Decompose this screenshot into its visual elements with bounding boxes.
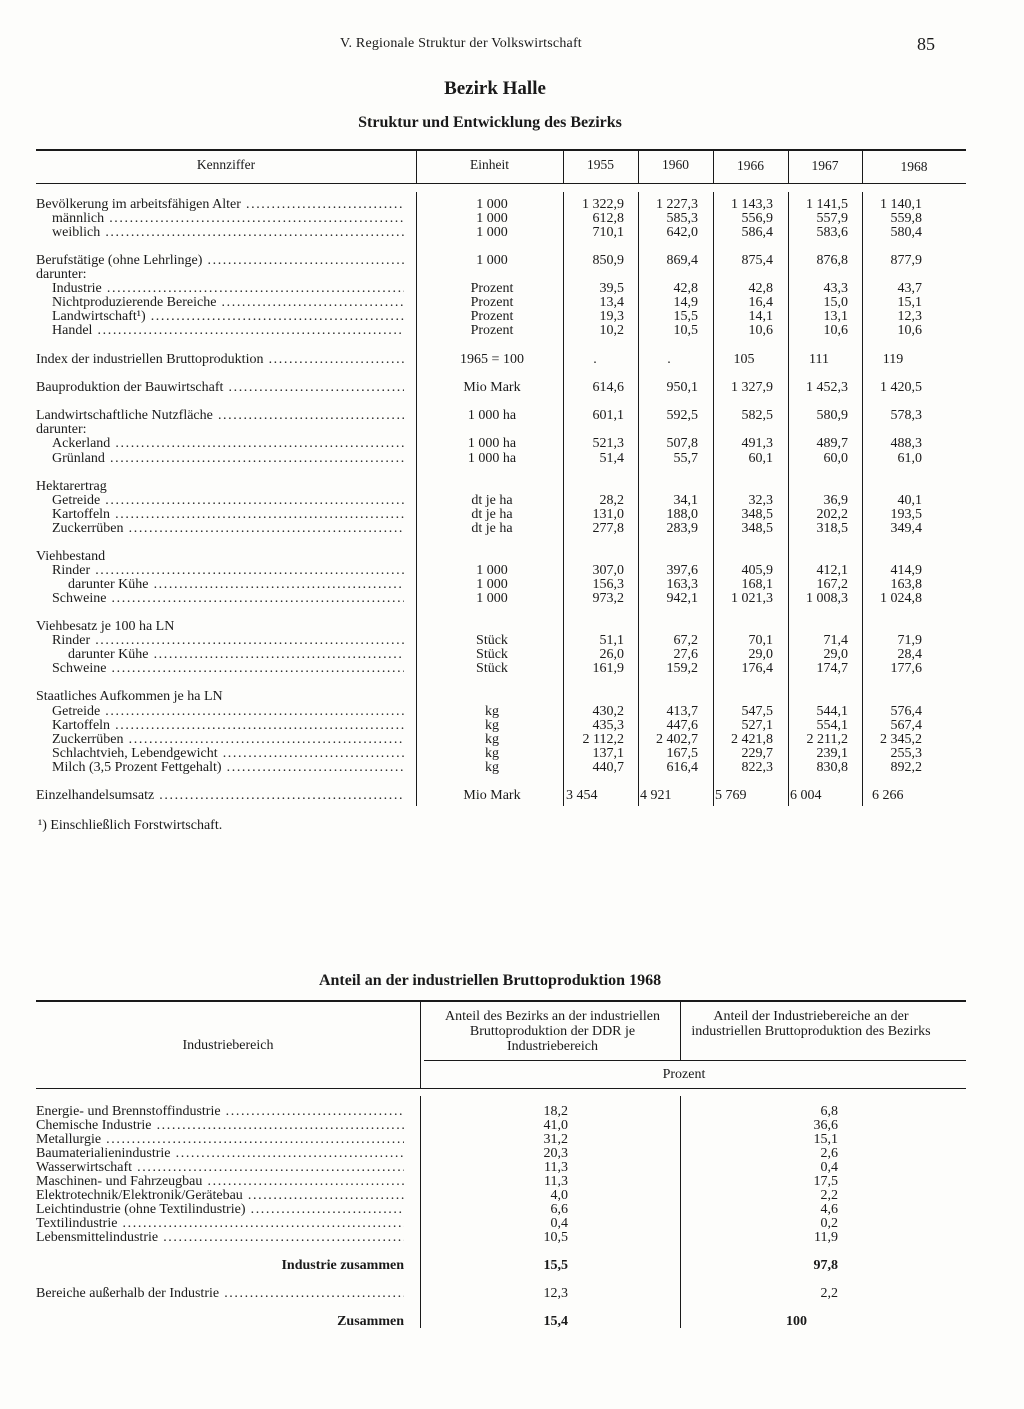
value-1966: 822,3 (741, 760, 773, 775)
column-divider (563, 192, 564, 806)
value-1966: 32,3 (748, 493, 773, 508)
value-1955: . (593, 352, 597, 367)
value-1967: 2 211,2 (806, 732, 848, 747)
value-share-bezirk: 0,2 (820, 1216, 838, 1231)
value-1960: 507,8 (666, 436, 698, 451)
value-1967: 557,9 (816, 211, 848, 226)
value-1966: 176,4 (741, 661, 773, 676)
value-share-ddr: 11,3 (544, 1174, 568, 1189)
value-1968: 6 266 (872, 788, 904, 803)
value-1967: 10,6 (823, 323, 848, 338)
value-1960: 55,7 (673, 451, 698, 466)
value-1955: 521,3 (592, 436, 624, 451)
value-1968: 1 024,8 (880, 591, 922, 606)
footnote: ¹) Einschließlich Forstwirtschaft. (38, 818, 223, 833)
row-unit: dt je ha (471, 521, 513, 536)
value-1960: 188,0 (666, 507, 698, 522)
value-share-bezirk: 17,5 (813, 1174, 838, 1189)
value-1966: 16,4 (748, 295, 773, 310)
row-label: Einzelhandelsumsatz ..... (36, 789, 404, 803)
value-1960: 34,1 (673, 493, 698, 508)
value-1968: 2 345,2 (880, 732, 922, 747)
value-1960: 27,6 (673, 647, 698, 662)
row-unit: Prozent (470, 295, 514, 310)
row-label: Zuckerrüben ..... (52, 733, 404, 747)
row-label: darunter: (36, 423, 87, 437)
row-label: Index der industriellen Bruttoproduktion ..... (36, 353, 404, 367)
row-unit: kg (485, 718, 499, 733)
row-unit: Stück (476, 633, 508, 648)
column-divider (638, 192, 639, 806)
header-anteil-industriebereiche: Anteil der Industriebereiche an der industriellen Bruttoproduktion des Bezirks (691, 1009, 931, 1039)
value-1955: 131,0 (592, 507, 624, 522)
row-label: Bauproduktion der Bauwirtschaft ..... (36, 381, 404, 395)
value-1966: 1 327,9 (731, 380, 773, 395)
row-unit: Prozent (470, 309, 514, 324)
row-label: Hektarertrag (36, 480, 107, 494)
row-unit: Stück (476, 661, 508, 676)
ausserhalb-share-bezirk: 2,2 (820, 1286, 838, 1301)
running-head-title: V. Regionale Struktur der Volkswirtschaft (340, 36, 582, 51)
value-share-ddr: 41,0 (543, 1118, 568, 1133)
value-1968: 193,5 (890, 507, 922, 522)
running-head (0, 36, 1024, 56)
value-1960: 942,1 (666, 591, 698, 606)
header-year-1968: 1968 (900, 159, 928, 174)
value-share-bezirk: 0,4 (820, 1160, 838, 1175)
value-1966: 60,1 (748, 451, 773, 466)
row-label: Berufstätige (ohne Lehrlinge) ..... (36, 254, 404, 268)
row-label: Schlachtvieh, Lebendgewicht ..... (52, 747, 404, 761)
row-unit: 1 000 (476, 253, 508, 268)
value-1955: 277,8 (592, 521, 624, 536)
row-unit: 1 000 (476, 225, 508, 240)
ausserhalb-share-ddr: 12,3 (543, 1286, 568, 1301)
value-1968: 1 420,5 (880, 380, 922, 395)
industry-label: Lebensmittelindustrie ..... (36, 1231, 404, 1245)
value-1960: 159,2 (666, 661, 698, 676)
row-unit: kg (485, 746, 499, 761)
value-1955: 156,3 (592, 577, 624, 592)
value-1968: 40,1 (897, 493, 922, 508)
value-1968: 71,9 (897, 633, 922, 648)
column-divider (788, 192, 789, 806)
header-anteil-bezirk: Anteil des Bezirks an der industriellen Bruttoproduktion der DDR je Industriebereich (445, 1009, 660, 1054)
value-1966: 1 021,3 (731, 591, 773, 606)
zusammen-label: Zusammen (337, 1314, 404, 1329)
row-unit: 1 000 ha (467, 408, 517, 423)
row-unit: kg (485, 760, 499, 775)
value-1955: 137,1 (592, 746, 624, 761)
value-1955: 39,5 (599, 281, 624, 296)
value-1967: 6 004 (790, 788, 822, 803)
value-1955: 307,0 (592, 563, 624, 578)
row-label: Schweine ..... (52, 592, 404, 606)
row-label: darunter: (36, 268, 87, 282)
value-1960: 167,5 (666, 746, 698, 761)
table2-top-rule (36, 1000, 966, 1002)
value-1966: 2 421,8 (731, 732, 773, 747)
value-1966: 105 (733, 352, 755, 367)
table1-header-rule (36, 183, 966, 184)
industry-label: Chemische Industrie ..... (36, 1119, 404, 1133)
industry-label: Textilindustrie ..... (36, 1217, 404, 1231)
value-1955: 3 454 (566, 788, 598, 803)
table1-caption: Struktur und Entwicklung des Bezirks (358, 114, 622, 131)
value-1967: 412,1 (816, 563, 848, 578)
value-1966: 42,8 (748, 281, 773, 296)
value-1968: 15,1 (897, 295, 922, 310)
header-unit-prozent: Prozent (662, 1067, 706, 1082)
value-1966: 547,5 (741, 704, 773, 719)
industrie-zusammen-share-bezirk: 97,8 (813, 1258, 838, 1273)
value-1966: 229,7 (741, 746, 773, 761)
row-label: Viehbesatz je 100 ha LN (36, 620, 175, 634)
value-1960: 14,9 (673, 295, 698, 310)
industry-label: Leichtindustrie (ohne Textilindustrie) ..... (36, 1203, 404, 1217)
page-number: 85 (917, 34, 935, 54)
column-divider (862, 192, 863, 806)
value-1968: 488,3 (890, 436, 922, 451)
value-1967: 583,6 (816, 225, 848, 240)
industry-label: Metallurgie ..... (36, 1133, 404, 1147)
value-1955: 10,2 (599, 323, 624, 338)
value-1967: 174,7 (816, 661, 848, 676)
row-label: Rinder ..... (52, 634, 404, 648)
table2-header-rule (36, 1088, 966, 1089)
row-label: Bevölkerung im arbeitsfähigen Alter ..... (36, 198, 404, 212)
value-1966: 10,6 (748, 323, 773, 338)
value-1955: 19,3 (599, 309, 624, 324)
value-share-bezirk: 36,6 (813, 1118, 838, 1133)
value-1967: 202,2 (816, 507, 848, 522)
header-kennziffer: Kennziffer (196, 157, 256, 172)
value-1966: 491,3 (741, 436, 773, 451)
value-1967: 876,8 (816, 253, 848, 268)
value-1960: 42,8 (673, 281, 698, 296)
value-1968: 119 (882, 352, 904, 367)
value-1968: 414,9 (890, 563, 922, 578)
value-1968: 580,4 (890, 225, 922, 240)
table2-caption: Anteil an der industriellen Bruttoproduktion 1968 (318, 972, 662, 989)
row-label: Schweine ..... (52, 662, 404, 676)
value-1966: 405,9 (741, 563, 773, 578)
header-year-1966: 1966 (737, 158, 764, 173)
value-1955: 435,3 (592, 718, 624, 733)
value-1966: 168,1 (741, 577, 773, 592)
value-1968: 559,8 (890, 211, 922, 226)
row-unit: Mio Mark (463, 380, 521, 395)
value-1955: 440,7 (592, 760, 624, 775)
value-1967: 1 008,3 (806, 591, 848, 606)
value-1955: 51,4 (599, 451, 624, 466)
industry-label: Elektrotechnik/Elektronik/Gerätebau ..... (36, 1189, 404, 1203)
row-unit: 1 000 (476, 577, 508, 592)
value-1960: 2 402,7 (656, 732, 698, 747)
value-1966: 5 769 (715, 788, 747, 803)
value-1967: 13,1 (823, 309, 848, 324)
column-divider (416, 192, 417, 806)
value-1966: 14,1 (748, 309, 773, 324)
value-1966: 527,1 (741, 718, 773, 733)
row-unit: dt je ha (471, 507, 513, 522)
row-label: Getreide ..... (52, 494, 404, 508)
value-1955: 2 112,2 (582, 732, 624, 747)
value-1960: 1 227,3 (656, 197, 698, 212)
zusammen-share-bezirk: 100 (786, 1314, 807, 1329)
row-label: Zuckerrüben ..... (52, 522, 404, 536)
value-1955: 28,2 (599, 493, 624, 508)
value-1967: 43,3 (823, 281, 848, 296)
value-1955: 850,9 (592, 253, 624, 268)
value-1955: 1 322,9 (582, 197, 624, 212)
row-label: Rinder ..... (52, 564, 404, 578)
value-share-bezirk: 15,1 (813, 1132, 838, 1147)
industrie-zusammen-label: Industrie zusammen (281, 1258, 404, 1273)
value-1960: 585,3 (666, 211, 698, 226)
value-1968: 43,7 (897, 281, 922, 296)
value-1966: 582,5 (741, 408, 773, 423)
value-1966: 875,4 (741, 253, 773, 268)
header-year-1967: 1967 (811, 158, 839, 173)
value-1955: 51,1 (599, 633, 624, 648)
row-label: männlich ..... (52, 212, 404, 226)
value-1968: 163,8 (890, 577, 922, 592)
row-label: Handel ..... (52, 324, 404, 338)
value-1966: 70,1 (748, 633, 773, 648)
row-label: Getreide ..... (52, 705, 404, 719)
value-1967: 489,7 (816, 436, 848, 451)
zusammen-share-ddr: 15,4 (543, 1314, 568, 1329)
value-1960: 642,0 (666, 225, 698, 240)
value-share-bezirk: 6,8 (820, 1104, 838, 1119)
value-1967: 60,0 (823, 451, 848, 466)
value-1960: 397,6 (666, 563, 698, 578)
value-share-bezirk: 2,6 (820, 1146, 838, 1161)
row-unit: 1 000 ha (467, 451, 517, 466)
row-label: darunter Kühe ..... (68, 578, 404, 592)
value-1968: 255,3 (890, 746, 922, 761)
value-1967: 29,0 (823, 647, 848, 662)
row-label: Ackerland ..... (52, 437, 404, 451)
value-1968: 576,4 (890, 704, 922, 719)
industry-label: Energie- und Brennstoffindustrie ..... (36, 1105, 404, 1119)
value-1966: 1 143,3 (731, 197, 773, 212)
value-1955: 601,1 (592, 408, 624, 423)
ausserhalb-label: Bereiche außerhalb der Industrie ..... (36, 1287, 404, 1301)
value-1968: 567,4 (890, 718, 922, 733)
value-1968: 877,9 (890, 253, 922, 268)
value-share-ddr: 18,2 (543, 1104, 568, 1119)
row-label: Nichtproduzierende Bereiche ..... (52, 296, 404, 310)
value-share-ddr: 20,3 (543, 1146, 568, 1161)
row-unit: 1 000 (476, 563, 508, 578)
value-1966: 348,5 (741, 521, 773, 536)
row-label: Industrie ..... (52, 282, 404, 296)
value-1955: 612,8 (592, 211, 624, 226)
row-label: Landwirtschaftliche Nutzfläche ..... (36, 409, 404, 423)
table1-top-rule (36, 149, 966, 151)
value-share-ddr: 0,4 (550, 1216, 568, 1231)
row-unit: Stück (476, 647, 508, 662)
industry-label: Wasserwirtschaft ..... (36, 1161, 404, 1175)
value-1967: 167,2 (816, 577, 848, 592)
row-unit: 1 000 (476, 211, 508, 226)
value-share-ddr: 4,0 (550, 1188, 568, 1203)
value-1967: 36,9 (823, 493, 848, 508)
value-1955: 710,1 (592, 225, 624, 240)
table2-sub-rule (424, 1060, 966, 1061)
header-industriebereich: Industriebereich (182, 1038, 274, 1053)
value-1967: 544,1 (816, 704, 848, 719)
column-divider (420, 1096, 421, 1328)
column-divider (713, 192, 714, 806)
value-1967: 580,9 (816, 408, 848, 423)
header-year-1955: 1955 (587, 157, 614, 172)
value-1967: 1 452,3 (806, 380, 848, 395)
value-1968: 349,4 (890, 521, 922, 536)
row-unit: 1965 = 100 (460, 352, 524, 367)
industry-label: Maschinen- und Fahrzeugbau ..... (36, 1175, 404, 1189)
value-1955: 430,2 (592, 704, 624, 719)
row-label: weiblich ..... (52, 226, 404, 240)
value-1968: 578,3 (890, 408, 922, 423)
value-1960: 413,7 (666, 704, 698, 719)
value-1966: 556,9 (741, 211, 773, 226)
value-1966: 29,0 (748, 647, 773, 662)
row-label: darunter Kühe ..... (68, 648, 404, 662)
value-1960: 283,9 (666, 521, 698, 536)
row-label: Kartoffeln ..... (52, 508, 404, 522)
value-1968: 12,3 (897, 309, 922, 324)
value-1955: 13,4 (599, 295, 624, 310)
row-label: Milch (3,5 Prozent Fettgehalt) ..... (52, 761, 404, 775)
column-divider (680, 1096, 681, 1328)
row-unit: Prozent (470, 281, 514, 296)
value-1955: 973,2 (592, 591, 624, 606)
industry-label: Baumaterialienindustrie ..... (36, 1147, 404, 1161)
page-title: Bezirk Halle (444, 78, 546, 99)
value-1960: 10,5 (673, 323, 698, 338)
value-1966: 348,5 (741, 507, 773, 522)
value-share-bezirk: 2,2 (820, 1188, 838, 1203)
value-1967: 15,0 (823, 295, 848, 310)
row-unit: Prozent (470, 323, 514, 338)
row-unit: 1 000 (476, 591, 508, 606)
value-1967: 318,5 (816, 521, 848, 536)
value-1968: 177,6 (890, 661, 922, 676)
row-label: Staatliches Aufkommen je ha LN (36, 690, 223, 704)
value-share-ddr: 31,2 (543, 1132, 568, 1147)
row-unit: dt je ha (471, 493, 513, 508)
value-1967: 1 141,5 (806, 197, 848, 212)
value-1955: 26,0 (599, 647, 624, 662)
value-1960: 15,5 (673, 309, 698, 324)
value-1966: 586,4 (741, 225, 773, 240)
row-label: Landwirtschaft¹) ..... (52, 310, 404, 324)
header-divider (420, 1002, 421, 1088)
row-label: Viehbestand (36, 550, 106, 564)
value-1967: 554,1 (816, 718, 848, 733)
row-unit: 1 000 (476, 197, 508, 212)
value-1960: 592,5 (666, 408, 698, 423)
value-1960: . (667, 352, 671, 367)
value-share-ddr: 10,5 (543, 1230, 568, 1245)
row-label: Kartoffeln ..... (52, 719, 404, 733)
row-label: Grünland ..... (52, 452, 404, 466)
row-unit: 1 000 ha (467, 436, 517, 451)
value-1968: 10,6 (897, 323, 922, 338)
row-unit: kg (485, 732, 499, 747)
value-1968: 1 140,1 (880, 197, 922, 212)
value-1960: 950,1 (666, 380, 698, 395)
value-1968: 892,2 (890, 760, 922, 775)
row-unit: Mio Mark (463, 788, 521, 803)
value-1967: 239,1 (816, 746, 848, 761)
value-1955: 614,6 (592, 380, 624, 395)
header-einheit: Einheit (470, 157, 509, 172)
industrie-zusammen-share-ddr: 15,5 (543, 1258, 568, 1273)
value-share-bezirk: 11,9 (814, 1230, 838, 1245)
value-1960: 163,3 (666, 577, 698, 592)
value-1960: 447,6 (666, 718, 698, 733)
value-1960: 67,2 (673, 633, 698, 648)
value-1967: 71,4 (823, 633, 848, 648)
header-year-1960: 1960 (662, 157, 689, 172)
value-1955: 161,9 (592, 661, 624, 676)
row-unit: kg (485, 704, 499, 719)
value-1960: 869,4 (666, 253, 698, 268)
header-divider (680, 1002, 681, 1060)
value-1968: 28,4 (897, 647, 922, 662)
value-1967: 830,8 (816, 760, 848, 775)
value-1960: 4 921 (640, 788, 672, 803)
value-share-bezirk: 4,6 (820, 1202, 838, 1217)
value-1968: 61,0 (897, 451, 922, 466)
value-share-ddr: 6,6 (550, 1202, 568, 1217)
value-1967: 111 (809, 352, 829, 367)
value-share-ddr: 11,3 (544, 1160, 568, 1175)
value-1960: 616,4 (666, 760, 698, 775)
